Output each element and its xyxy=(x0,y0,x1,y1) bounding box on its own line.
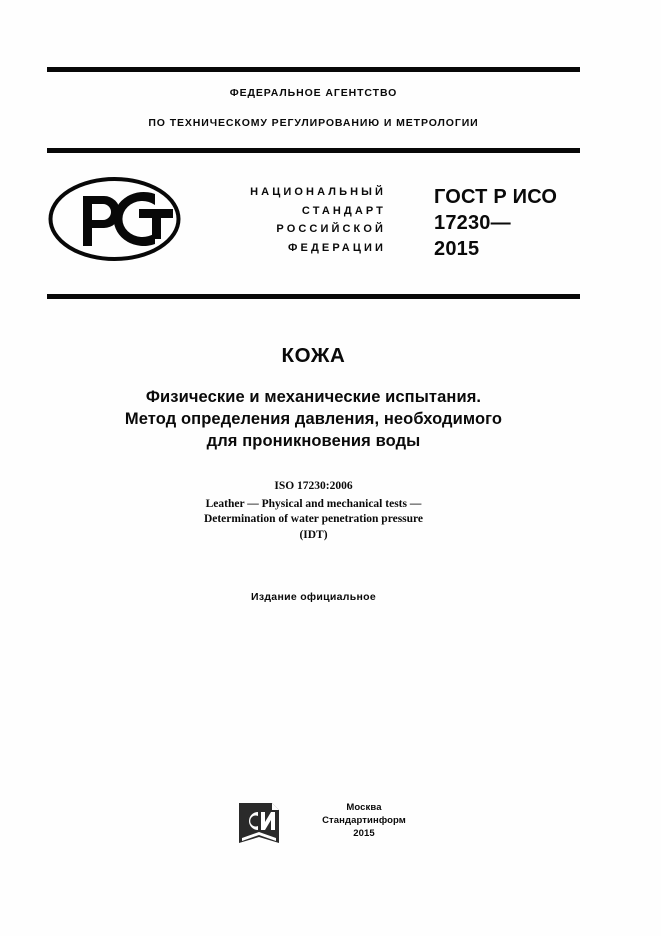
iso-reference-line1: Leather — Physical and mechanical tests — xyxy=(205,497,422,510)
national-standard-line1: НАЦИОНАЛЬНЫЙ xyxy=(250,186,386,198)
header-rule-middle xyxy=(47,148,580,153)
iso-reference-number: ISO 17230:2006 xyxy=(274,480,353,492)
designation-line1: ГОСТ Р ИСО xyxy=(434,186,558,208)
page-subtitle-line3: для проникновения воды xyxy=(206,432,421,450)
standard-designation xyxy=(434,184,594,262)
national-standard-line4: ФЕДЕРАЦИИ xyxy=(288,241,386,254)
agency-name-line2: ПО ТЕХНИЧЕСКОМУ РЕГУЛИРОВАНИЮ И МЕТРОЛОГИИ xyxy=(148,117,479,129)
publisher-city: Москва xyxy=(346,802,382,813)
national-standard-line2: СТАНДАРТ xyxy=(301,204,386,217)
header-rule-top xyxy=(47,67,580,72)
iso-reference-line3: (IDT) xyxy=(299,528,328,541)
standartinform-publisher-logo-icon xyxy=(236,800,282,846)
page-title: КОЖА xyxy=(281,344,346,367)
iso-reference-line2: Determination of water penetration pressure xyxy=(203,513,424,525)
header-rule-bottom xyxy=(47,294,580,299)
page-subtitle-line2: Метод определения давления, необходимого xyxy=(124,410,503,428)
rst-certification-emblem-icon xyxy=(47,176,182,262)
national-standard-caption xyxy=(195,183,386,257)
agency-name-line1: ФЕДЕРАЛЬНОЕ АГЕНТСТВО xyxy=(229,87,398,99)
national-standard-line3: РОССИЙСКОЙ xyxy=(276,223,386,235)
designation-line2: 17230— xyxy=(434,212,511,234)
page-subtitle-line1: Физические и механические испытания. xyxy=(145,388,482,406)
publisher-imprint xyxy=(292,801,436,840)
iso-reference-block xyxy=(47,479,580,543)
publisher-name: Стандартинформ xyxy=(322,815,406,826)
official-edition-note: Издание официальное xyxy=(250,591,377,603)
page-subtitle xyxy=(40,386,587,452)
designation-line3: 2015 xyxy=(434,238,480,260)
agency-header xyxy=(47,86,580,130)
publisher-footer xyxy=(236,798,436,854)
publication-year: 2015 xyxy=(353,828,375,839)
